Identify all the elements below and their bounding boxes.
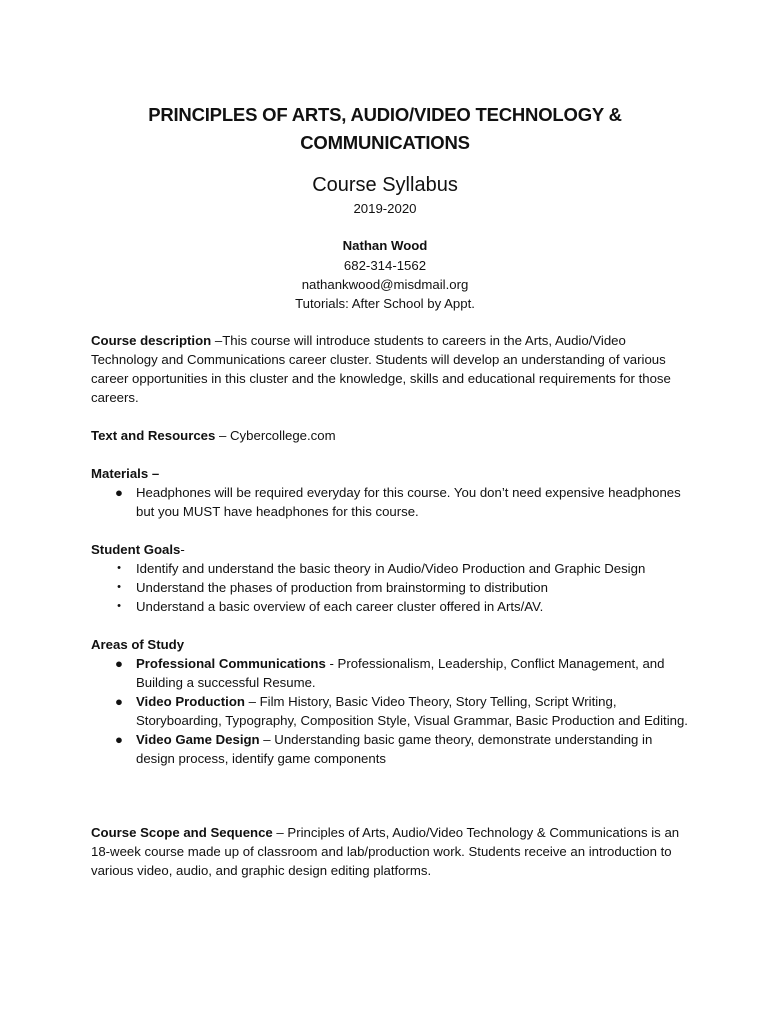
scope-text: Principles of Arts, Audio/Video Technology & Communications is an 18-week course made up of classroom and lab/production work. Students receive an introduction to various video, audio, and graphic design editing platforms. (91, 825, 680, 878)
course-title-line-1: PRINCIPLES OF ARTS, AUDIO/VIDEO TECHNOLOGY & (148, 104, 622, 125)
areas-of-study-list (91, 654, 691, 768)
study-area-separator: – (244, 694, 260, 709)
student-goals-list (91, 559, 691, 616)
materials-item-text: Headphones will be required everyday for this course. You don’t need expensive headphones but you MUST have headphones for this course. (136, 485, 681, 519)
course-description-label: Course description (91, 333, 212, 348)
text-and-resources (91, 426, 691, 445)
materials-list (91, 483, 691, 521)
tutorials-info: Tutorials: After School by Appt. (295, 296, 475, 311)
study-area-name: Video Production (136, 694, 245, 709)
study-area-text: Understanding basic game theory, demonstrate understanding in design process, identify game components (136, 732, 653, 766)
teacher-email: nathankwood@misdmail.org (301, 277, 469, 292)
resources-text: Cybercollege.com (230, 428, 336, 443)
study-area-separator: – (259, 732, 275, 747)
materials-heading (91, 464, 691, 483)
resources-separator: – (215, 428, 231, 443)
materials-label: Materials – (91, 466, 160, 481)
school-year: 2019-2020 (353, 201, 417, 216)
student-goals-label: Student Goals (91, 542, 181, 557)
areas-of-study-heading (91, 635, 691, 654)
course-title (60, 101, 710, 157)
study-area-name: Video Game Design (136, 732, 260, 747)
course-scope-and-sequence (91, 823, 691, 880)
list-item (91, 559, 691, 578)
goal-text: Understand the phases of production from brainstorming to distribution (136, 580, 548, 595)
areas-of-study-label: Areas of Study (91, 637, 185, 652)
course-title-line-2: COMMUNICATIONS (300, 132, 470, 153)
scope-label: Course Scope and Sequence (91, 825, 273, 840)
study-area-separator: - (325, 656, 338, 671)
list-item (91, 597, 691, 616)
goal-text: Identify and understand the basic theory in Audio/Video Production and Graphic Design (136, 561, 646, 576)
course-description (91, 331, 691, 407)
scope-separator: – (272, 825, 288, 840)
bullet-icon: ● (115, 656, 123, 671)
student-goals-suffix: - (180, 542, 185, 557)
list-item (91, 692, 691, 730)
bullet-icon: • (117, 600, 121, 612)
document-subtitle: Course Syllabus (312, 174, 458, 196)
course-description-separator: – (211, 333, 223, 348)
bullet-icon: ● (115, 694, 123, 709)
teacher-name: Nathan Wood (342, 238, 428, 253)
bullet-icon: • (117, 562, 121, 574)
teacher-phone: 682-314-1562 (343, 258, 427, 273)
study-area-text: Professionalism, Leadership, Conflict Management, and Building a successful Resume. (136, 656, 665, 690)
course-description-text: This course will introduce students to careers in the Arts, Audio/Video Technology and Communications career cluster. Students will develop an understanding of various career opportunities in this cluster and the knowledge, skills and educational requirements for those careers. (91, 333, 671, 405)
bullet-icon: ● (115, 732, 123, 747)
study-area-text: Film History, Basic Video Theory, Story Telling, Script Writing, Storyboarding, Typography, Composition Style, Visual Grammar, Basic Production and Editing. (136, 694, 688, 728)
bullet-icon: ● (115, 485, 123, 500)
resources-label: Text and Resources (91, 428, 216, 443)
list-item (91, 483, 691, 521)
list-item (91, 654, 691, 692)
goal-text: Understand a basic overview of each career cluster offered in Arts/AV. (136, 599, 544, 614)
bullet-icon: • (117, 581, 121, 593)
study-area-name: Professional Communications (136, 656, 326, 671)
student-goals-heading (91, 540, 691, 559)
list-item (91, 578, 691, 597)
list-item (91, 730, 691, 768)
